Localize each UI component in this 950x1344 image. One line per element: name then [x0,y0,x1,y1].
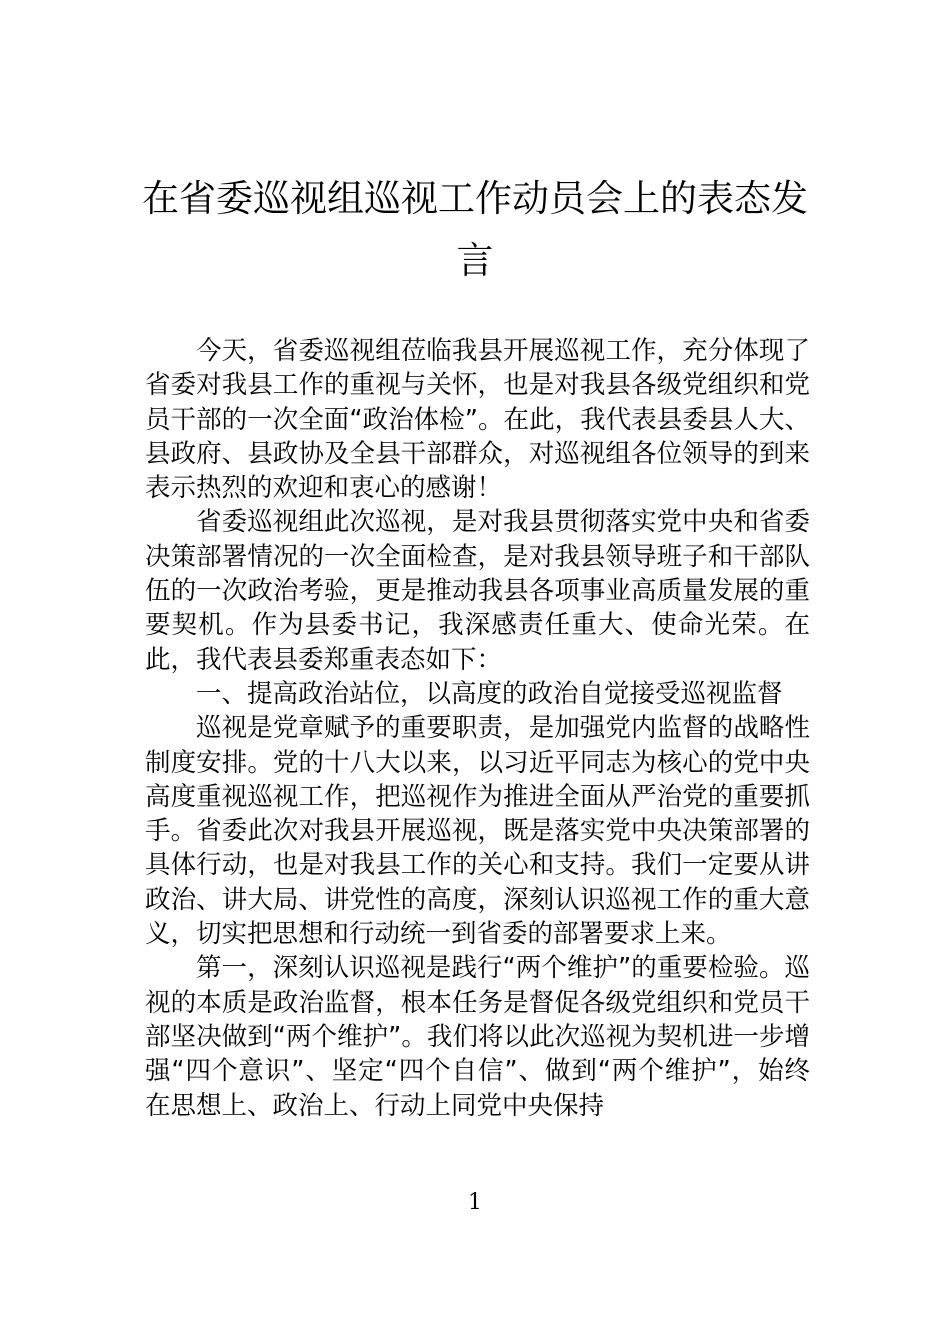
page-number: 1 [468,1190,482,1215]
document-body [145,334,810,1123]
section-heading-1: 一、提高政治站位，以高度的政治自觉接受巡视监督 [196,678,783,709]
paragraph-first-point: 第一，深刻认识巡视是践行“两个维护”的重要检验。巡视的本质是政治监督，根本任务是督促各级党组织和党员干部坚决做到“两个维护”。我们将以此次巡视为契机进一步增强“四个意识”、坚定“四个自信”、做到“两个维护”，始终在思想上、政治上、行动上同党中央保持 [145,953,810,1121]
paragraph-inspection-significance: 省委巡视组此次巡视，是对我县贯彻落实党中央和省委决策部署情况的一次全面检查，是对我县领导班子和干部队伍的一次政治考验，更是推动我县各项事业高质量发展的重要契机。作为县委书记，我深感责任重大、使命光荣。在此，我代表县委郑重表态如下： [145,507,810,675]
document-title: 在省委巡视组巡视工作动员会上的表态发言 [142,177,808,282]
paragraph-opening: 今天，省委巡视组莅临我县开展巡视工作，充分体现了省委对我县工作的重视与关怀，也是对我县各级党组织和党员干部的一次全面“政治体检”。在此，我代表县委县人大、县政府、县政协及全县干部群众，对巡视组各位领导的到来表示热烈的欢迎和衷心的感谢！ [145,336,810,504]
paragraph-inspection-duty: 巡视是党章赋予的重要职责，是加强党内监督的战略性制度安排。党的十八大以来，以习近平同志为核心的党中央高度重视巡视工作，把巡视作为推进全面从严治党的重要抓手。省委此次对我县开展巡视，既是落实党中央决策部署的具体行动，也是对我县工作的关心和支持。我们一定要从讲政治、讲大局、讲党性的高度，深刻认识巡视工作的重大意义，切实把思想和行动统一到省委的部署要求上来。 [145,713,810,950]
